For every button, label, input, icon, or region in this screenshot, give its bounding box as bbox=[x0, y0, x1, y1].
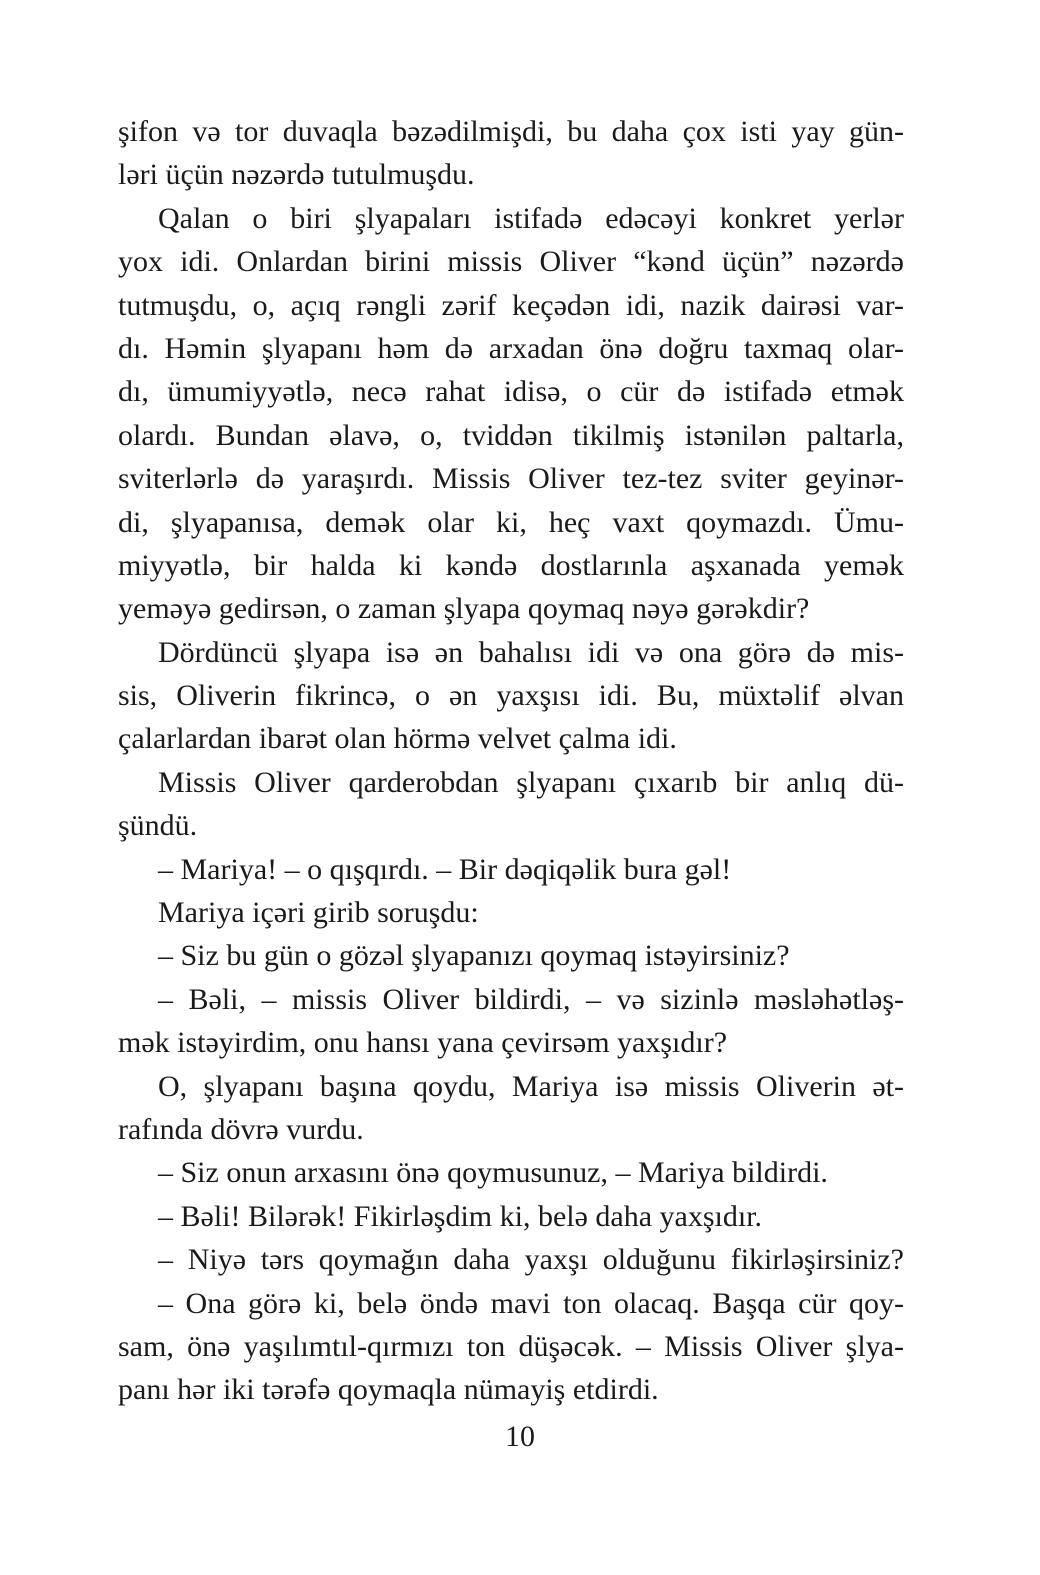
text-line: dı, ümumiyyətlə, necə rahat idisə, o cür də istifadə etmək bbox=[118, 375, 904, 409]
text-line: tutmuşdu, o, açıq rəngli zərif keçədən idi, nazik dairəsi var- bbox=[118, 288, 904, 322]
text-line: çalarlardan ibarət olan hörmə velvet çalma idi. bbox=[118, 722, 677, 756]
text-line: – Bəli! Bilərək! Fikirləşdim ki, belə daha yaxşıdır. bbox=[158, 1199, 763, 1233]
text-line: sviterlərlə də yaraşırdı. Missis Oliver tez-tez sviter geyinər- bbox=[118, 462, 904, 496]
text-line: Mariya içəri girib soruşdu: bbox=[158, 896, 479, 930]
body-text bbox=[118, 110, 904, 1412]
text-line: miyyətlə, bir halda ki kəndə dostlarınla aşxanada yemək bbox=[118, 548, 904, 582]
text-line: mək istəyirdim, onu hansı yana çevirsəm yaxşıdır? bbox=[118, 1026, 728, 1060]
text-line: di, şlyapanısa, demək olar ki, heç vaxt qoymazdı. Ümu- bbox=[118, 505, 904, 539]
text-line: yox idi. Onlardan birini missis Oliver “kənd üçün” nəzərdə bbox=[118, 245, 904, 279]
text-line: Dördüncü şlyapa isə ən bahalısı idi və ona görə də mis- bbox=[158, 635, 904, 669]
text-line: – Siz bu gün o gözəl şlyapanızı qoymaq istəyirsiniz? bbox=[158, 939, 790, 973]
text-line: panı hər iki tərəfə qoymaqla nümayiş etdirdi. bbox=[118, 1373, 659, 1407]
text-line: şifon və tor duvaqla bəzədilmişdi, bu daha çox isti yay gün- bbox=[118, 115, 904, 148]
text-line: – Niyə tərs qoymağın daha yaxşı olduğunu fikirləşirsiniz? bbox=[158, 1243, 904, 1277]
page-number: 10 bbox=[505, 1420, 535, 1453]
text-line: Missis Oliver qarderobdan şlyapanı çıxarıb bir anlıq dü- bbox=[158, 765, 904, 799]
text-line: dı. Həmin şlyapanı həm də arxadan önə doğru taxmaq olar- bbox=[118, 331, 904, 365]
text-line: sam, önə yaşılımtıl-qırmızı ton düşəcək. – Missis Oliver şlya- bbox=[118, 1329, 904, 1363]
text-line: – Ona görə ki, belə öndə mavi ton olacaq. Başqa cür qoy- bbox=[158, 1286, 904, 1320]
text-line: – Mariya! – o qışqırdı. – Bir dəqiqəlik bura gəl! bbox=[158, 852, 732, 886]
text-line: rafında dövrə vurdu. bbox=[118, 1112, 364, 1146]
text-line: olardı. Bundan əlavə, o, tviddən tikilmiş istənilən paltarla, bbox=[118, 418, 904, 452]
text-line: yeməyə gedirsən, o zaman şlyapa qoymaq nəyə gərəkdir? bbox=[118, 592, 810, 626]
text-line: sis, Oliverin fikrincə, o ən yaxşısı idi. Bu, müxtəlif əlvan bbox=[118, 679, 904, 713]
text-line: ləri üçün nəzərdə tutulmuşdu. bbox=[118, 158, 475, 192]
text-line: Qalan o biri şlyapaları istifadə edəcəyi konkret yerlər bbox=[158, 201, 904, 235]
text-line: – Siz onun arxasını önə qoymusunuz, – Mariya bildirdi. bbox=[158, 1156, 828, 1190]
text-line: şündü. bbox=[118, 809, 198, 843]
text-line: O, şlyapanı başına qoydu, Mariya isə missis Oliverin ət- bbox=[158, 1069, 904, 1103]
text-line: – Bəli, – missis Oliver bildirdi, – və sizinlə məsləhətləş- bbox=[158, 982, 904, 1016]
